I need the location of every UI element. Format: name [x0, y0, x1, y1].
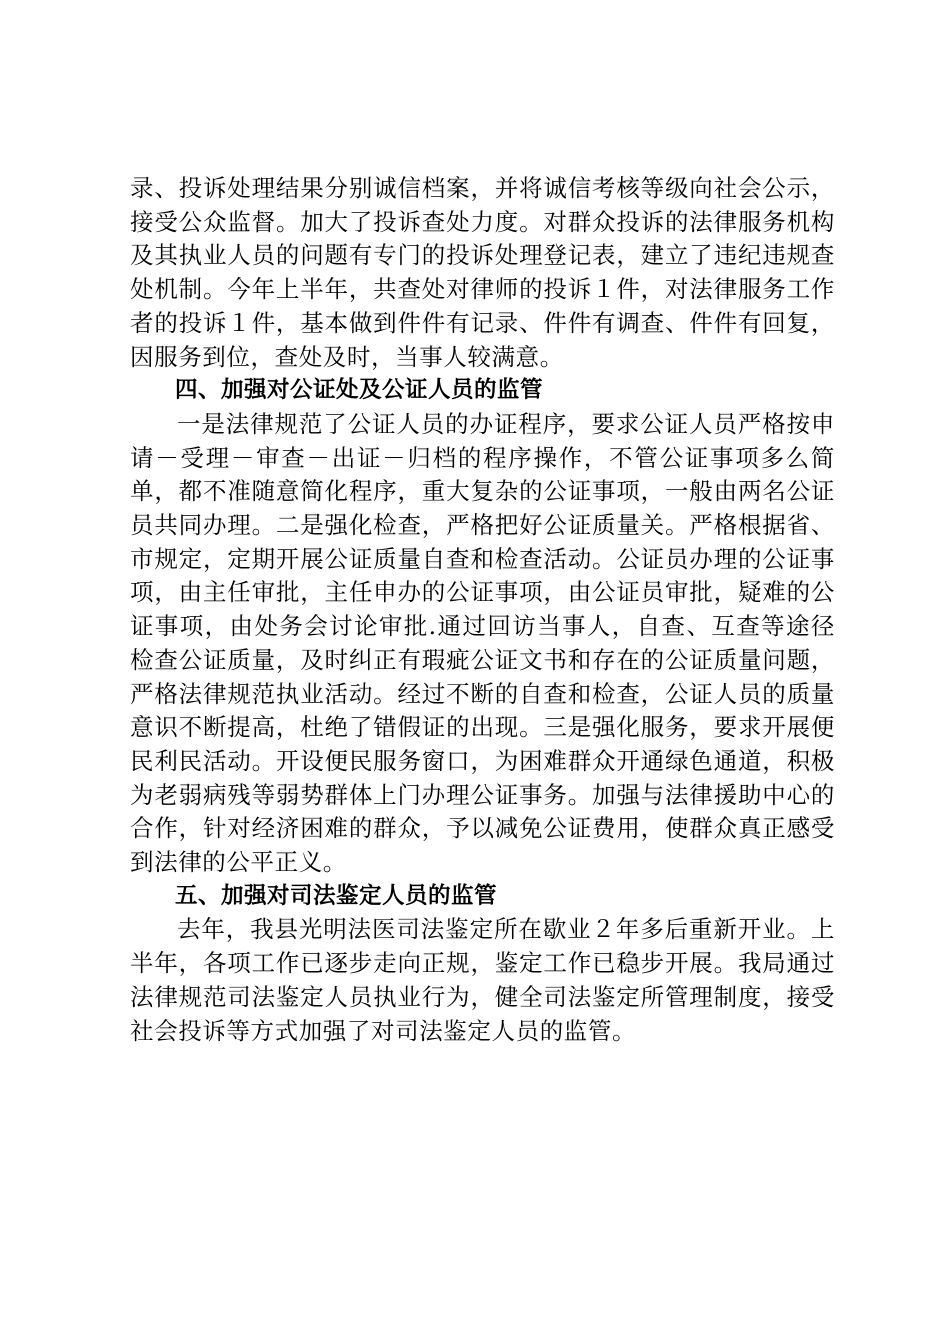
- paragraph-complaint-handling: 录、投诉处理结果分别诚信档案，并将诚信考核等级向社会公示，接受公众监督。加大了投诉查处力度。对群众投诉的法律服务机构及其执业人员的问题有专门的投诉处理登记表，建立了违纪违规查处机制。今年上半年，共查处对律师的投诉１件，对法律服务工作者的投诉１件，基本做到件件有记录、件件有调查、件件有回复，因服务到位，查处及时，当事人较满意。: [130, 174, 835, 371]
- section-heading-forensic: 五、加强对司法鉴定人员的监管: [175, 882, 498, 909]
- paragraph-notary-supervision: 一是法律规范了公证人员的办证程序，要求公证人员严格按申请－受理－审查－出证－归档的程序操作，不管公证事项多么简单，都不准随意简化程序，重大复杂的公证事项，一般由两名公证员共同办理。二是强化检查，严格把好公证质量关。严格根据省、市规定，定期开展公证质量自查和检查活动。公证员办理的公证事项，由主任审批，主任申办的公证事项，由公证员审批，疑难的公证事项，由处务会讨论审批.通过回访当事人，自查、互查等途径检查公证质量，及时纠正有瑕疵公证文书和存在的公证质量问题，严格法律规范执业活动。经过不断的自查和检查，公证人员的质量意识不断提高，杜绝了错假证的出现。三是强化服务，要求开展便民利民活动。开设便民服务窗口，为困难群众开通绿色通道，积极为老弱病残等弱势群体上门办理公证事务。加强与法律援助中心的合作，针对经济困难的群众，予以减免公证费用，使群众真正感受到法律的公平正义。: [130, 409, 835, 877]
- paragraph-forensic-supervision: 去年，我县光明法医司法鉴定所在歇业２年多后重新开业。上半年，各项工作已逐步走向正规，鉴定工作已稳步开展。我局通过法律规范司法鉴定人员执业行为，健全司法鉴定所管理制度，接受社会投诉等方式加强了对司法鉴定人员的监管。: [130, 915, 835, 1045]
- document-page: [130, 172, 835, 1048]
- section-heading-notary: 四、加强对公证处及公证人员的监管: [175, 377, 544, 404]
